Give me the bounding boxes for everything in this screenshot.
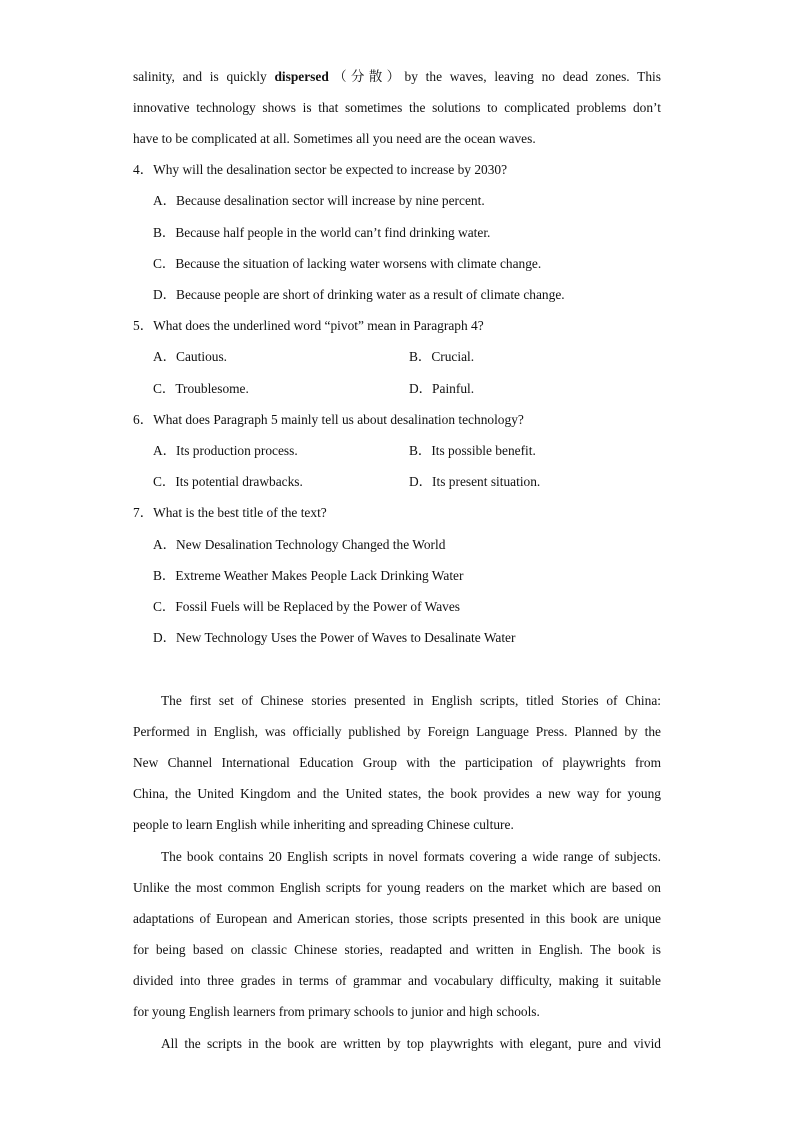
answer-option: B．Its possible benefit. [409, 443, 536, 458]
answer-option: D．Painful. [409, 381, 475, 396]
answer-option: C．Troublesome. [153, 381, 249, 396]
gloss: （分散） [328, 69, 405, 84]
passage-line: The first set of Chinese stories presented in English scripts, titled Stories of China: [161, 693, 661, 708]
passage-line: for young English learners from primary schools to junior and high schools. [133, 1004, 540, 1019]
passage-line: have to be complicated at all. Sometimes all you need are the ocean waves. [133, 131, 536, 146]
passage-line: adaptations of European and American stories, those scripts presented in this book are unique [133, 911, 661, 926]
passage-line [133, 68, 661, 86]
answer-option: C．Fossil Fuels will be Replaced by the Power of Waves [153, 599, 460, 614]
answer-option: B．Because half people in the world can’t find drinking water. [153, 225, 491, 240]
passage-line: The book contains 20 English scripts in novel formats covering a wide range of subjects. [161, 849, 661, 864]
answer-option: C．Because the situation of lacking water worsens with climate change. [153, 256, 542, 271]
answer-option: D．Because people are short of drinking water as a result of climate change. [153, 287, 565, 302]
answer-option: A．Its production process. [153, 443, 298, 458]
bold-term: dispersed [274, 69, 329, 84]
passage-line: divided into three grades in terms of grammar and vocabulary difficulty, making it suitable [133, 973, 661, 988]
passage-line: Performed in English, was officially published by Foreign Language Press. Planned by the [133, 724, 661, 739]
question-stem: 6．What does Paragraph 5 mainly tell us about desalination technology? [133, 412, 524, 427]
answer-option: A．New Desalination Technology Changed the World [153, 537, 446, 552]
passage-line: people to learn English while inheriting and spreading Chinese culture. [133, 817, 514, 832]
question-stem: 7．What is the best title of the text? [133, 505, 327, 520]
answer-option: B．Extreme Weather Makes People Lack Drinking Water [153, 568, 464, 583]
answer-option: D．Its present situation. [409, 474, 541, 489]
text-span: by the waves, leaving no dead zones. This [404, 69, 661, 84]
passage-line: All the scripts in the book are written by top playwrights with elegant, pure and vivid [161, 1036, 661, 1051]
question-stem: 5．What does the underlined word “pivot” mean in Paragraph 4? [133, 318, 484, 333]
answer-option: C．Its potential drawbacks. [153, 474, 303, 489]
answer-option: A．Because desalination sector will increase by nine percent. [153, 193, 485, 208]
answer-option: A．Cautious. [153, 349, 228, 364]
answer-option: D．New Technology Uses the Power of Waves to Desalinate Water [153, 630, 516, 645]
passage-line: for being based on classic Chinese stories, readapted and written in English. The book is [133, 942, 661, 957]
question-stem: 4．Why will the desalination sector be expected to increase by 2030? [133, 162, 508, 177]
passage-line: New Channel International Education Group with the participation of playwrights from [133, 755, 661, 770]
passage-line: China, the United Kingdom and the United states, the book provides a new way for young [133, 786, 661, 801]
passage-line: innovative technology shows is that sometimes the solutions to complicated problems don’t [133, 100, 661, 115]
answer-option: B．Crucial. [409, 349, 475, 364]
text-span: salinity, and is quickly [133, 69, 267, 84]
passage-line: Unlike the most common English scripts for young readers on the market which are based on [133, 880, 661, 895]
